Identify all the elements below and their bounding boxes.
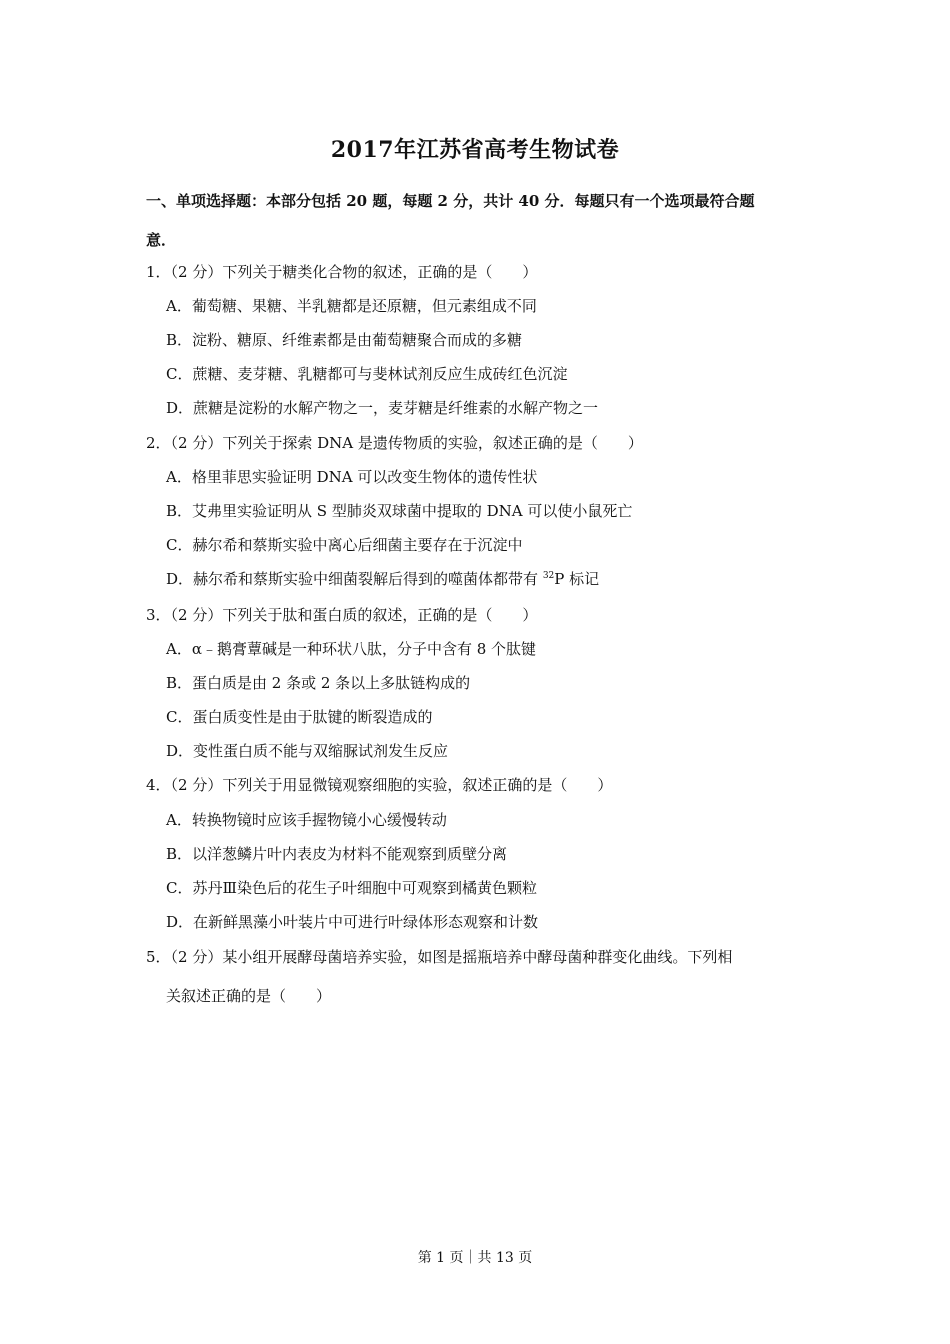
question-2-option-a: A．格里菲思实验证明 DNA 可以改变生物体的遗传性状 [166,468,538,486]
question-2-option-d [166,568,599,589]
question-3-option-a: A．α﹣鹅膏蕈碱是一种环状八肽，分子中含有 8 个肽键 [166,640,537,658]
question-2-option-c: C．赫尔希和蔡斯实验中离心后细菌主要存在于沉淀中 [166,536,523,554]
page-footer: 第 1 页｜共 13 页 [417,1250,533,1266]
option-d-text-end: P 标记 [554,570,600,588]
question-4-option-a: A．转换物镜时应该手握物镜小心缓慢转动 [166,811,447,829]
section-heading-cont: 意． [146,231,177,249]
question-5-stem-cont: 关叙述正确的是（ ） [166,987,332,1005]
section-heading: 一、单项选择题：本部分包括 20 题，每题 2 分，共计 40 分．每题只有一个选项最符合题 [146,192,755,210]
question-5-stem: 5．（2 分）某小组开展酵母菌培养实验，如图是摇瓶培养中酵母菌种群变化曲线。下列相 [146,948,733,966]
question-1-stem: 1．（2 分）下列关于糖类化合物的叙述，正确的是（ ） [146,263,538,281]
page-title: 2017年江苏省高考生物试卷 [330,137,620,163]
question-1-option-b: B．淀粉、糖原、纤维素都是由葡萄糖聚合而成的多糖 [166,331,523,349]
question-2-option-b: B．艾弗里实验证明从 S 型肺炎双球菌中提取的 DNA 可以使小鼠死亡 [166,502,633,520]
question-3-option-b: B．蛋白质是由 2 条或 2 条以上多肽链构成的 [166,674,471,692]
option-d-text: D．赫尔希和蔡斯实验中细菌裂解后得到的噬菌体都带有 [166,570,543,588]
question-3-stem: 3．（2 分）下列关于肽和蛋白质的叙述，正确的是（ ） [146,606,538,624]
question-4-stem: 4．（2 分）下列关于用显微镜观察细胞的实验，叙述正确的是（ ） [146,776,613,794]
question-3-option-d: D．变性蛋白质不能与双缩脲试剂发生反应 [166,742,449,760]
question-2-stem: 2．（2 分）下列关于探索 DNA 是遗传物质的实验，叙述正确的是（ ） [146,434,643,452]
question-4-option-d: D．在新鲜黑藻小叶装片中可进行叶绿体形态观察和计数 [166,913,539,931]
question-1-option-c: C．蔗糖、麦芽糖、乳糖都可与斐林试剂反应生成砖红色沉淀 [166,365,568,383]
question-4-option-b: B．以洋葱鳞片叶内表皮为材料不能观察到质壁分离 [166,845,508,863]
isotope-superscript: 32 [542,571,555,581]
question-4-option-c: C．苏丹Ⅲ染色后的花生子叶细胞中可观察到橘黄色颗粒 [166,879,537,897]
question-1-option-d: D．蔗糖是淀粉的水解产物之一，麦芽糖是纤维素的水解产物之一 [166,399,599,417]
question-1-option-a: A．葡萄糖、果糖、半乳糖都是还原糖，但元素组成不同 [166,297,537,315]
question-3-option-c: C．蛋白质变性是由于肽键的断裂造成的 [166,708,433,726]
